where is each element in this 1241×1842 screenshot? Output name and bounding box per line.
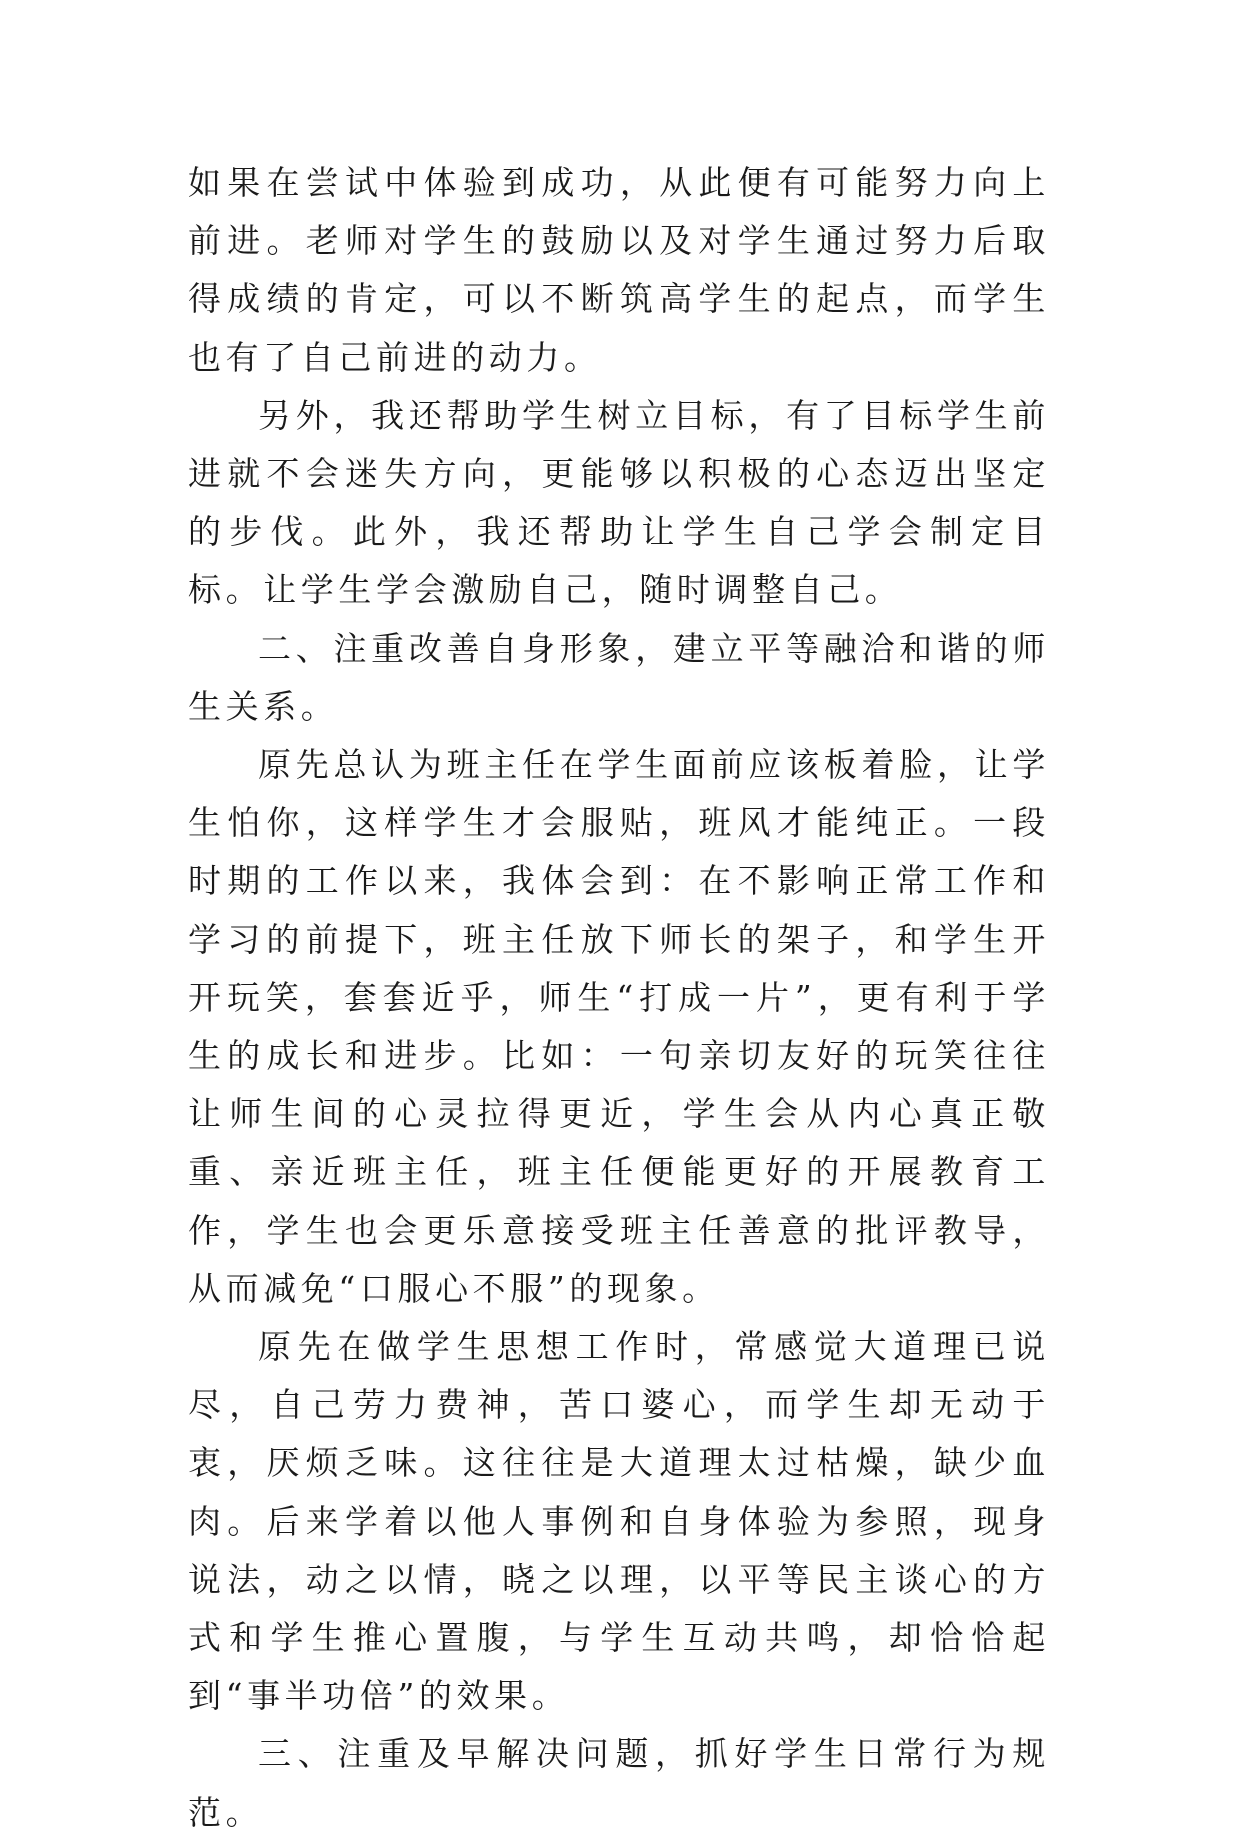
section-heading-3: 三、注重及早解决问题，抓好学生日常行为规范。: [188, 1734, 1050, 1832]
document-body: [188, 154, 1050, 1842]
paragraph-3: 原先总认为班主任在学生面前应该板着脸，让学生怕你，这样学生才会服贴，班风才能纯正。一段时期的工作以来，我体会到：在不影响正常工作和学习的前提下，班主任放下师长的架子，和学生开开玩笑，套套近乎，师生“打成一片”，更有利于学生的成长和进步。比如：一句亲切友好的玩笑往往让师生间的心灵拉得更近，学生会从内心真正敬重、亲近班主任，班主任便能更好的开展教育工作，学生也会更乐意接受班主任善意的批评教导，从而减免“口服心不服”的现象。: [188, 745, 1050, 1308]
section-heading-2: 二、注重改善自身形象，建立平等融洽和谐的师生关系。: [188, 628, 1050, 726]
paragraph-4: 原先在做学生思想工作时，常感觉大道理已说尽，自己劳力费神，苦口婆心，而学生却无动于衷，厌烦乏味。这往往是大道理太过枯燥，缺少血肉。后来学着以他人事例和自身体验为参照，现身说法，动之以情，晓之以理，以平等民主谈心的方式和学生推心置腹，与学生互动共鸣，却恰恰起到“事半功倍”的效果。: [188, 1327, 1050, 1716]
paragraph-1: 如果在尝试中体验到成功，从此便有可能努力向上前进。老师对学生的鼓励以及对学生通过努力后取得成绩的肯定，可以不断筑高学生的起点，而学生也有了自己前进的动力。: [188, 163, 1050, 377]
paragraph-2: 另外，我还帮助学生树立目标，有了目标学生前进就不会迷失方向，更能够以积极的心态迈出坚定的步伐。此外，我还帮助让学生自己学会制定目标。让学生学会激励自己，随时调整自己。: [188, 395, 1050, 610]
